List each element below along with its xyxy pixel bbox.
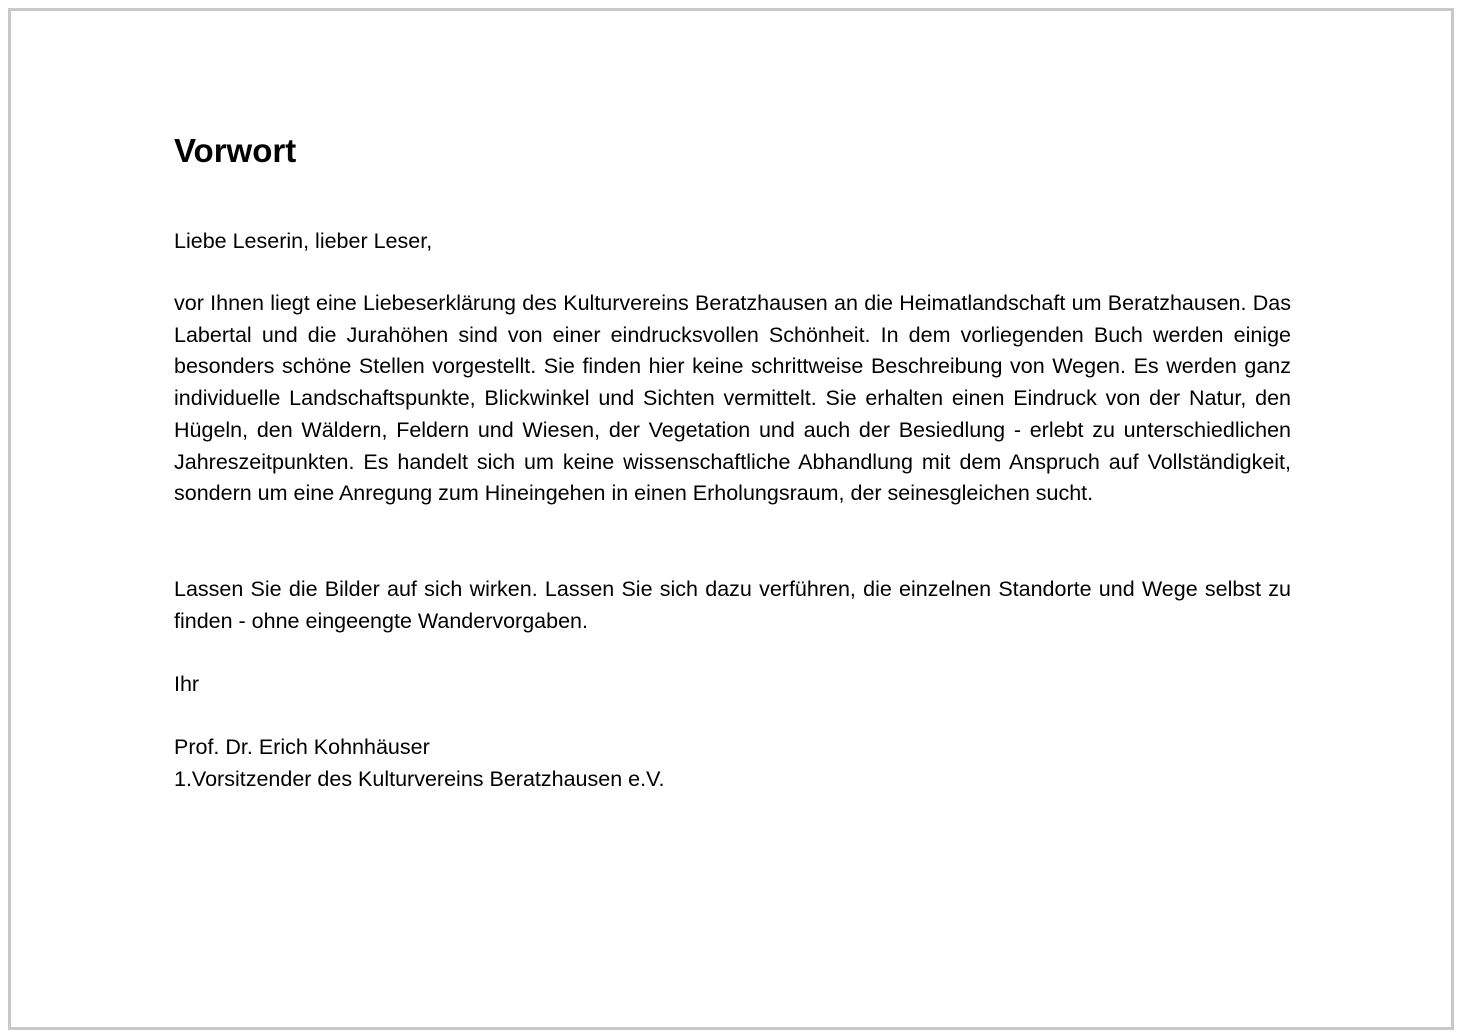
body-paragraph-1: vor Ihnen liegt eine Liebeserklärung des Kulturvereins Beratzhausen an die Heimatlandschaft um Beratzhausen. Das Labertal und die Jurahöhen sind von einer eindrucksvollen Schönheit. In dem vorliegenden Buch werden einige besonders schöne Stellen vorgestellt. Sie finden hier keine schrittweise Beschreibung von Wegen. Es werden ganz individuelle Landschaftspunkte, Blickwinkel und Sichten vermittelt. Sie erhalten einen Eindruck von der Natur, den Hügeln, den Wäldern, Feldern und Wiesen, der Vegetation und auch der Besiedlung - erlebt zu unterschiedlichen Jahreszeitpunkten. Es handelt sich um keine wissenschaftliche Abhandlung mit dem Anspruch auf Vollständigkeit, sondern um eine Anregung zum Hineingehen in einen Erholungsraum, der seinesgleichen sucht. (174, 291, 1291, 506)
closing-line: Ihr (174, 672, 200, 696)
page-title: Vorwort (174, 132, 297, 169)
signature-role: 1.Vorsitzender des Kulturvereins Beratzhausen e.V. (174, 766, 665, 791)
body-paragraph-2: Lassen Sie die Bilder auf sich wirken. Lassen Sie sich dazu verführen, die einzelnen Standorte und Wege selbst zu finden - ohne eingeengte Wandervorgaben. (174, 577, 1291, 633)
signature-name: Prof. Dr. Erich Kohnhäuser (174, 735, 430, 759)
signature-block (174, 732, 1291, 795)
salutation: Liebe Leserin, lieber Leser, (174, 229, 433, 253)
